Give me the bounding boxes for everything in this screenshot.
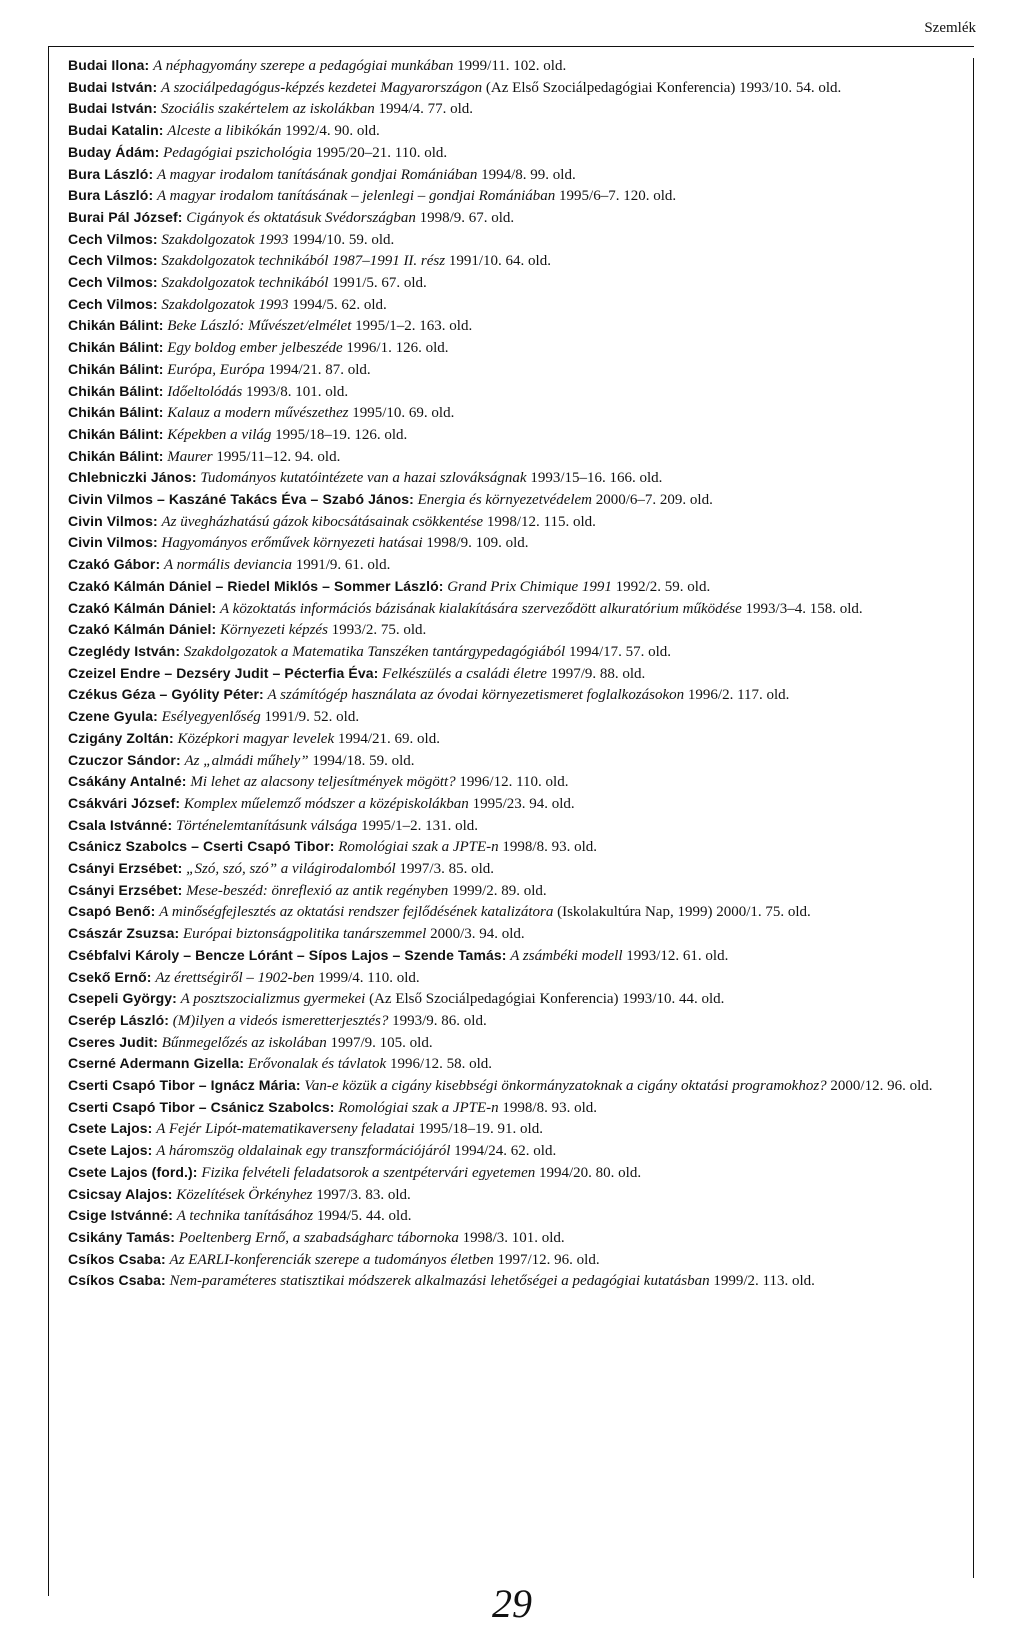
entry-author: Cseres Judit: <box>68 1033 158 1050</box>
entry-title: A közoktatás információs bázisának kialakítására szerveződött alkuratórium működése <box>220 600 742 617</box>
entry-title: Egy boldog ember jelbeszéde <box>167 340 343 357</box>
entry-author: Budai István: <box>68 100 158 117</box>
entry-author: Chikán Bálint: <box>68 382 164 399</box>
entry-reference: 1998/9. 67. old. <box>419 209 515 226</box>
entry-title: Kalauz a modern művészethez <box>167 405 349 422</box>
entry-author: Bura László: <box>68 187 154 204</box>
bibliography-entry <box>68 1011 948 1031</box>
bibliography-entry <box>68 316 948 336</box>
entry-reference: 1994/8. 99. old. <box>481 166 576 183</box>
bibliography-entry <box>68 490 948 510</box>
entry-author: Chlebniczki János: <box>68 469 197 486</box>
entry-author: Buday Ádám: <box>68 143 160 160</box>
entry-reference: 1998/8. 93. old. <box>502 1099 598 1116</box>
entry-reference: 1993/12. 61. old. <box>626 947 729 964</box>
entry-author: Cserép László: <box>68 1011 169 1028</box>
entry-title: Az EARLI-konferenciák szerepe a tudományos életben <box>169 1251 494 1268</box>
entry-title: (M)ilyen a videós ismeretterjesztés? <box>172 1012 389 1029</box>
entry-reference: 1995/1–2. 163. old. <box>355 318 473 335</box>
entry-reference: (Iskolakultúra Nap, 1999) 2000/1. 75. old. <box>557 904 811 921</box>
bibliography-entry <box>68 902 948 922</box>
entry-author: Csákány Antalné: <box>68 773 187 790</box>
entry-reference: 1998/9. 109. old. <box>426 535 529 552</box>
entry-reference: 1999/4. 110. old. <box>318 969 420 986</box>
entry-author: Csige Istvánné: <box>68 1207 173 1224</box>
bibliography-entry <box>68 816 948 836</box>
entry-author: Csepeli György: <box>68 990 177 1007</box>
entry-title: Romológiai szak a JPTE-n <box>338 1099 499 1116</box>
entry-title: Komplex műelemző módszer a középiskolákban <box>183 795 469 812</box>
entry-reference: 1993/2. 75. old. <box>331 622 427 639</box>
entry-author: Budai István: <box>68 78 158 95</box>
entry-reference: 1992/2. 59. old. <box>615 578 711 595</box>
bibliography-entry <box>68 642 948 662</box>
entry-author: Cech Vilmos: <box>68 274 158 291</box>
entry-title: Maurer <box>167 448 213 465</box>
entry-reference: 1993/9. 86. old. <box>392 1012 487 1029</box>
entry-reference: (Az Első Szociálpedagógiai Konferencia) 1993/10. 44. old. <box>369 991 725 1008</box>
entry-title: Van-e közük a cigány kisebbségi önkormányzatoknak a cigány oktatási programokhoz? <box>304 1078 827 1095</box>
entry-title: Poeltenberg Ernő, a szabadságharc tábornoka <box>178 1229 459 1246</box>
bibliography-entry <box>68 1185 948 1205</box>
entry-reference: 1995/20–21. 110. old. <box>315 144 448 161</box>
entry-author: Csekő Ernő: <box>68 968 152 985</box>
entry-title: Történelemtanításunk válsága <box>175 817 358 834</box>
entry-reference: 1994/5. 44. old. <box>316 1208 412 1225</box>
entry-reference: 1998/8. 93. old. <box>502 839 598 856</box>
bibliography-list <box>68 56 948 1293</box>
entry-reference: 1993/3–4. 158. old. <box>745 600 863 617</box>
entry-reference: (Az Első Szociálpedagógiai Konferencia) 1993/10. 54. old. <box>485 79 842 96</box>
entry-reference: 1995/23. 94. old. <box>472 795 575 812</box>
entry-reference: 1999/2. 113. old. <box>713 1273 815 1290</box>
bibliography-entry <box>68 512 948 532</box>
entry-title: A normális deviancia <box>163 557 293 574</box>
entry-author: Csíkos Csaba: <box>68 1250 166 1267</box>
entry-reference: 1991/5. 67. old. <box>332 275 427 292</box>
bibliography-entry <box>68 1163 948 1183</box>
entry-title: Alceste a libikókán <box>167 123 282 140</box>
entry-title: Szociális szakértelem az iskolákban <box>160 101 375 118</box>
entry-title: Pedagógiai pszichológia <box>163 144 312 161</box>
entry-reference: 1995/10. 69. old. <box>352 405 455 422</box>
bibliography-entry <box>68 620 948 640</box>
bibliography-entry <box>68 425 948 445</box>
entry-title: Szakdolgozatok technikából <box>161 275 329 292</box>
bibliography-entry <box>68 1119 948 1139</box>
entry-reference: 1995/18–19. 126. old. <box>275 426 408 443</box>
bibliography-entry <box>68 186 948 206</box>
entry-author: Csíkos Csaba: <box>68 1272 166 1289</box>
entry-reference: 1997/12. 96. old. <box>497 1251 600 1268</box>
entry-title: Szakdolgozatok 1993 <box>161 296 289 313</box>
bibliography-entry <box>68 230 948 250</box>
bibliography-entry <box>68 924 948 944</box>
entry-title: Az „almádi műhely” <box>184 752 309 769</box>
bibliography-entry <box>68 78 948 98</box>
entry-title: Felkészülés a családi életre <box>382 665 547 682</box>
bibliography-entry <box>68 143 948 163</box>
entry-reference: 1991/10. 64. old. <box>448 253 551 270</box>
section-header: Szemlék <box>924 20 976 36</box>
entry-title: A posztszocializmus gyermekei <box>180 991 366 1008</box>
bibliography-entry <box>68 772 948 792</box>
entry-title: Az üvegházhatású gázok kibocsátásainak csökkentése <box>161 513 484 530</box>
entry-title: Erővonalak és távlatok <box>247 1056 387 1073</box>
entry-title: Szakdolgozatok a Matematika Tanszéken tantárgypedagógiából <box>183 643 566 660</box>
bibliography-entry <box>68 1271 948 1291</box>
entry-title: Hagyományos erőművek környezeti hatásai <box>161 535 423 552</box>
entry-title: Nem-paraméteres statisztikai módszerek alkalmazási lehetőségei a pedagógiai kutatásban <box>169 1273 710 1290</box>
entry-title: Mi lehet az alacsony teljesítmények mögött? <box>190 774 456 791</box>
entry-title: A szociálpedagógus-képzés kezdetei Magyarországon <box>160 79 483 96</box>
entry-author: Csicsay Alajos: <box>68 1185 173 1202</box>
entry-reference: 1997/9. 105. old. <box>330 1034 433 1051</box>
entry-author: Czakó Kálmán Dániel: <box>68 621 217 638</box>
entry-reference: 1994/18. 59. old. <box>312 752 415 769</box>
bibliography-entry <box>68 968 948 988</box>
entry-author: Csébfalvi Károly – Bencze Lóránt – Sípos Lajos – Szende Tamás: <box>68 946 507 963</box>
bibliography-entry <box>68 1098 948 1118</box>
entry-title: Cigányok és oktatásuk Svédországban <box>186 209 416 226</box>
entry-author: Czeizel Endre – Dezséry Judit – Pécterfia Éva: <box>68 664 379 681</box>
entry-title: A minőségfejlesztés az oktatási rendszer fejlődésének katalizátora <box>159 904 554 921</box>
entry-title: A háromszög oldalainak egy transzformációjáról <box>156 1143 451 1160</box>
bibliography-entry <box>68 360 948 380</box>
entry-author: Burai Pál József: <box>68 208 183 225</box>
entry-reference: 1994/24. 62. old. <box>454 1143 557 1160</box>
entry-reference: 1995/18–19. 91. old. <box>418 1121 543 1138</box>
entry-reference: 2000/12. 96. old. <box>830 1078 933 1095</box>
entry-author: Chikán Bálint: <box>68 317 164 334</box>
entry-reference: 1992/4. 90. old. <box>285 123 380 140</box>
bibliography-entry <box>68 447 948 467</box>
bibliography-entry <box>68 664 948 684</box>
entry-author: Czékus Géza – Gyólity Péter: <box>68 686 264 703</box>
entry-author: Csánicz Szabolcs – Cserti Csapó Tibor: <box>68 838 335 855</box>
entry-title: A technika tanításához <box>176 1208 314 1225</box>
entry-reference: 1999/11. 102. old. <box>457 58 567 74</box>
entry-author: Csete Lajos: <box>68 1120 153 1137</box>
entry-title: Időeltolódás <box>167 383 243 400</box>
bibliography-entry <box>68 295 948 315</box>
entry-reference: 1991/9. 52. old. <box>264 709 360 726</box>
entry-title: A néphagyomány szerepe a pedagógiai munkában <box>153 58 454 74</box>
entry-author: Csapó Benő: <box>68 903 156 920</box>
bibliography-entry <box>68 251 948 271</box>
bibliography-entry <box>68 751 948 771</box>
entry-reference: 1996/12. 58. old. <box>389 1056 493 1073</box>
bibliography-entry <box>68 729 948 749</box>
entry-title: Energia és környezetvédelem <box>417 492 593 509</box>
entry-author: Csete Lajos (ford.): <box>68 1163 198 1180</box>
entry-reference: 1997/3. 83. old. <box>316 1186 411 1203</box>
entry-author: Czuczor Sándor: <box>68 751 181 768</box>
entry-title: Mese-beszéd: önreflexió az antik regényben <box>186 882 449 899</box>
entry-author: Császár Zsuzsa: <box>68 925 180 942</box>
entry-author: Czigány Zoltán: <box>68 729 174 746</box>
entry-author: Csikány Tamás: <box>68 1228 175 1245</box>
top-rule <box>48 46 974 47</box>
entry-author: Cech Vilmos: <box>68 295 158 312</box>
entry-reference: 1994/5. 62. old. <box>292 296 387 313</box>
bibliography-entry <box>68 946 948 966</box>
entry-author: Czene Gyula: <box>68 708 158 725</box>
entry-author: Chikán Bálint: <box>68 447 164 464</box>
bibliography-entry <box>68 1206 948 1226</box>
entry-title: Grand Prix Chimique 1991 <box>447 578 612 595</box>
entry-author: Csányi Erzsébet: <box>68 881 183 898</box>
entry-reference: 2000/3. 94. old. <box>430 926 525 943</box>
bibliography-entry <box>68 208 948 228</box>
entry-author: Civin Vilmos: <box>68 534 158 551</box>
left-rule <box>48 46 49 1596</box>
entry-author: Czeglédy István: <box>68 642 181 659</box>
bibliography-entry <box>68 273 948 293</box>
entry-author: Chikán Bálint: <box>68 404 164 421</box>
entry-author: Csányi Erzsébet: <box>68 860 183 877</box>
bibliography-entry <box>68 989 948 1009</box>
entry-title: Képekben a világ <box>167 426 272 443</box>
bibliography-entry <box>68 533 948 553</box>
entry-title: A zsámbéki modell <box>510 947 623 964</box>
entry-author: Csala Istvánné: <box>68 816 173 833</box>
entry-title: Romológiai szak a JPTE-n <box>338 839 499 856</box>
entry-title: Közelítések Örkényhez <box>176 1186 313 1203</box>
entry-reference: 1994/20. 80. old. <box>539 1164 642 1181</box>
entry-author: Cserti Csapó Tibor – Ignácz Mária: <box>68 1077 301 1094</box>
entry-reference: 1996/1. 126. old. <box>346 340 449 357</box>
entry-reference: 1998/3. 101. old. <box>462 1229 565 1246</box>
entry-author: Cserti Csapó Tibor – Csánicz Szabolcs: <box>68 1098 335 1115</box>
entry-reference: 1993/15–16. 166. old. <box>530 470 663 487</box>
entry-reference: 1994/4. 77. old. <box>378 101 474 118</box>
entry-reference: 1998/12. 115. old. <box>486 513 596 530</box>
bibliography-entry <box>68 794 948 814</box>
entry-reference: 1999/2. 89. old. <box>452 882 547 899</box>
entry-reference: 1991/9. 61. old. <box>295 557 391 574</box>
entry-author: Cech Vilmos: <box>68 230 158 247</box>
entry-author: Csákvári József: <box>68 794 181 811</box>
entry-reference: 1994/10. 59. old. <box>292 231 395 248</box>
entry-author: Civin Vilmos – Kaszáné Takács Éva – Szabó János: <box>68 491 414 508</box>
entry-reference: 1994/17. 57. old. <box>568 643 672 660</box>
entry-title: Bűnmegelőzés az iskolában <box>161 1034 327 1051</box>
bibliography-entry <box>68 468 948 488</box>
entry-title: Beke László: Művészet/elmélet <box>167 318 352 335</box>
entry-reference: 1993/8. 101. old. <box>246 383 349 400</box>
entry-reference: 1996/2. 117. old. <box>687 687 790 704</box>
bibliography-entry <box>68 382 948 402</box>
entry-author: Cserné Adermann Gizella: <box>68 1055 245 1072</box>
bibliography-entry <box>68 707 948 727</box>
entry-title: Környezeti képzés <box>220 622 328 639</box>
entry-reference: 1997/3. 85. old. <box>399 861 494 878</box>
bibliography-entry <box>68 56 948 76</box>
bibliography-entry <box>68 1054 948 1074</box>
bibliography-entry <box>68 555 948 575</box>
entry-reference: 1995/1–2. 131. old. <box>360 817 479 834</box>
page-number: 29 <box>492 1581 532 1626</box>
entry-title: A magyar irodalom tanításának gondjai Romániában <box>156 166 478 183</box>
entry-author: Cech Vilmos: <box>68 252 158 269</box>
entry-author: Civin Vilmos: <box>68 512 158 529</box>
entry-author: Chikán Bálint: <box>68 425 164 442</box>
entry-author: Chikán Bálint: <box>68 339 164 356</box>
entry-title: Európai biztonságpolitika tanárszemmel <box>182 926 427 943</box>
bibliography-entry <box>68 577 948 597</box>
entry-title: Tudományos kutatóintézete van a hazai szlovákságnak <box>200 470 527 487</box>
bibliography-entry <box>68 338 948 358</box>
entry-reference: 1996/12. 110. old. <box>459 774 569 791</box>
entry-author: Czakó Gábor: <box>68 556 161 573</box>
entry-title: „Szó, szó, szó” a világirodalomból <box>186 861 396 878</box>
bibliography-entry <box>68 165 948 185</box>
bibliography-entry <box>68 599 948 619</box>
bibliography-entry <box>68 881 948 901</box>
bibliography-entry <box>68 859 948 879</box>
entry-author: Chikán Bálint: <box>68 360 164 377</box>
bibliography-entry <box>68 1033 948 1053</box>
entry-title: A magyar irodalom tanításának – jelenlegi – gondjai Romániában <box>156 188 556 205</box>
bibliography-entry <box>68 1228 948 1248</box>
entry-reference: 2000/6–7. 209. old. <box>595 492 713 509</box>
entry-title: Szakdolgozatok technikából 1987–1991 II. rész <box>161 253 446 270</box>
bibliography-entry <box>68 837 948 857</box>
bibliography-entry <box>68 99 948 119</box>
entry-title: A Fejér Lipót-matematikaverseny feladatai <box>156 1121 415 1138</box>
entry-reference: 1994/21. 69. old. <box>337 730 440 747</box>
bibliography-entry <box>68 1250 948 1270</box>
entry-reference: 1997/9. 88. old. <box>550 665 646 682</box>
entry-author: Budai Ilona: <box>68 57 150 73</box>
entry-author: Bura László: <box>68 165 154 182</box>
entry-title: Európa, Európa <box>167 361 265 378</box>
bibliography-entry <box>68 1076 948 1096</box>
entry-title: Fizika felvételi feladatsorok a szentpétervári egyetemen <box>201 1164 536 1181</box>
entry-author: Czakó Kálmán Dániel: <box>68 599 217 616</box>
entry-title: Középkori magyar levelek <box>177 730 335 747</box>
entry-author: Csete Lajos: <box>68 1142 153 1159</box>
bibliography-entry <box>68 1141 948 1161</box>
entry-author: Budai Katalin: <box>68 122 164 139</box>
entry-title: Szakdolgozatok 1993 <box>161 231 289 248</box>
entry-reference: 1994/21. 87. old. <box>268 361 371 378</box>
bibliography-entry <box>68 403 948 423</box>
entry-title: A számítógép használata az óvodai környezetismeret foglalkozásokon <box>267 687 685 704</box>
right-rule <box>973 58 974 1578</box>
entry-author: Czakó Kálmán Dániel – Riedel Miklós – Sommer László: <box>68 577 444 594</box>
entry-reference: 1995/6–7. 120. old. <box>559 188 677 205</box>
entry-title: Az érettségiről – 1902-ben <box>155 969 315 986</box>
entry-title: Esélyegyenlőség <box>161 709 261 726</box>
entry-reference: 1995/11–12. 94. old. <box>216 448 341 465</box>
bibliography-entry <box>68 685 948 705</box>
bibliography-entry <box>68 121 948 141</box>
